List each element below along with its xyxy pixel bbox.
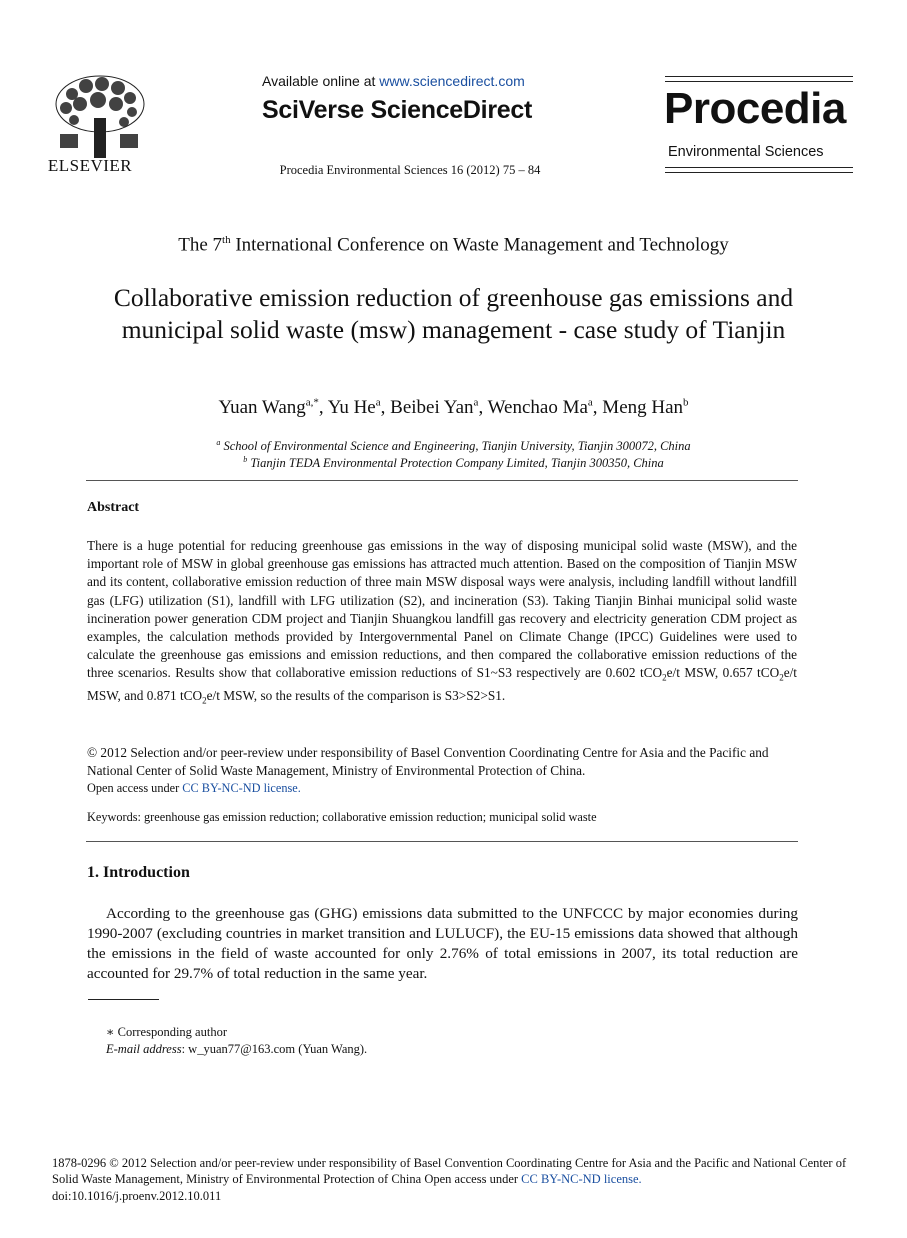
author: Meng Han$^b$ bbox=[602, 397, 689, 419]
procedia-rule-top bbox=[665, 76, 853, 82]
paper-title: Collaborative emission reduction of greenhouse gas emissions and municipal solid waste (msw) management - case study of Tianjin bbox=[113, 283, 794, 344]
keywords: Keywords: greenhouse gas emission reduction; collaborative emission reduction; municipal solid waste bbox=[87, 810, 597, 824]
license-link[interactable]: CC BY-NC-ND license. bbox=[521, 1172, 642, 1187]
affiliation-a: $^a$ School of Environmental Science and Engineering, Tianjin University, Tianjin 300072, China bbox=[216, 438, 691, 454]
author: Wenchao Ma$^a$, bbox=[487, 397, 603, 419]
affiliation-b: $^b$ Tianjin TEDA Environmental Protection Company Limited, Tianjin 300350, China bbox=[243, 455, 664, 471]
available-online bbox=[262, 73, 552, 89]
available-prefix: Available online at bbox=[262, 73, 380, 89]
doi: doi:10.1016/j.proenv.2012.10.011 bbox=[52, 1188, 222, 1203]
elsevier-wordmark: ELSEVIER bbox=[47, 156, 133, 175]
issn-copyright-footer: 1878-0296 © 2012 Selection and/or peer-review under responsibility of Basel Convention Coordinating Centre for Asia and the Pacific and National Center of Solid Waste Management, Ministry of Environmental Protection of China Open access under CC BY-NC-ND license. doi:10.1016/j.proenv.2012.10.011 bbox=[52, 1156, 847, 1203]
sciverse-logo: SciVerse ScienceDirect bbox=[262, 96, 532, 124]
email-note: E-mail address: w_yuan77@163.com (Yuan Wang). bbox=[106, 1042, 368, 1056]
footnote-divider bbox=[88, 999, 159, 1000]
procedia-rule-bottom bbox=[665, 167, 853, 173]
open-access-notice: Open access under CC BY-NC-ND license. bbox=[87, 781, 301, 795]
journal-citation: Procedia Environmental Sciences 16 (2012) 75 – 84 bbox=[279, 163, 541, 177]
abstract-heading: Abstract bbox=[87, 500, 140, 515]
author: Beibei Yan$^a$, bbox=[390, 397, 488, 419]
procedia-logo: Procedia bbox=[664, 84, 846, 133]
author-list bbox=[0, 397, 907, 419]
license-link[interactable]: CC BY-NC-ND license. bbox=[182, 781, 301, 795]
sciencedirect-link[interactable]: www.sciencedirect.com bbox=[379, 73, 525, 89]
divider bbox=[86, 480, 798, 481]
procedia-subtitle: Environmental Sciences bbox=[668, 144, 824, 160]
divider bbox=[86, 841, 798, 842]
conference-name: The 7th International Conference on Waste Management and Technology bbox=[178, 234, 729, 256]
copyright-notice: © 2012 Selection and/or peer-review under responsibility of Basel Convention Coordinating Centre for Asia and the Pacific and National Center of Solid Waste Management, Ministry of Environmental Protection of China. bbox=[87, 745, 769, 779]
abstract-body: There is a huge potential for reducing greenhouse gas emissions in the way of disposing municipal solid waste (MSW), and the important role of MSW in global greenhouse gas emissions has attracted much attention. Based on the composition of Tianjin MSW and its content, collaborative emission reduction of three main MSW disposal ways were analysis, including landfill without landfill gas (LFG) utilization (S1), landfill with LFG utilization (S2), and incineration (S3). Taking Tianjin Binhai municipal solid waste incineration power generation CDM project and Tianjin Shuangkou landfill gas recovery and electricity generation CDM project as examples, the calculation methods provided by Intergovernmental Panel on Climate Change (IPCC) Guidelines were used to calculate the greenhouse gas emissions and emission reductions, and then compared the collaborative emission reductions of the three scenarios. Results show that collaborative emission reductions of S1~S3 respectively are 0.602 tCO$_2$e/t MSW, 0.657 tCO$_2$e/t MSW, and 0.871 tCO$_2$e/t MSW, so the results of the comparison is S3>S2>S1. bbox=[87, 538, 797, 706]
section-heading: 1. Introduction bbox=[87, 864, 190, 881]
introduction-body: According to the greenhouse gas (GHG) emissions data submitted to the UNFCCC by major economies during 1990-2007 (excluding countries in market transition and LULUCF), the EU-15 emissions data showed that although the emissions in the field of waste accounted for only 2.76% of total emissions in 2007, its total reduction are accounted for 29.7% of total reduction in the same year. bbox=[87, 905, 798, 982]
author: Yu He$^a$, bbox=[327, 397, 391, 419]
author: Yuan Wang$^{a,*}$, bbox=[218, 397, 328, 419]
corresponding-author-note: ∗ Corresponding author bbox=[106, 1025, 227, 1039]
